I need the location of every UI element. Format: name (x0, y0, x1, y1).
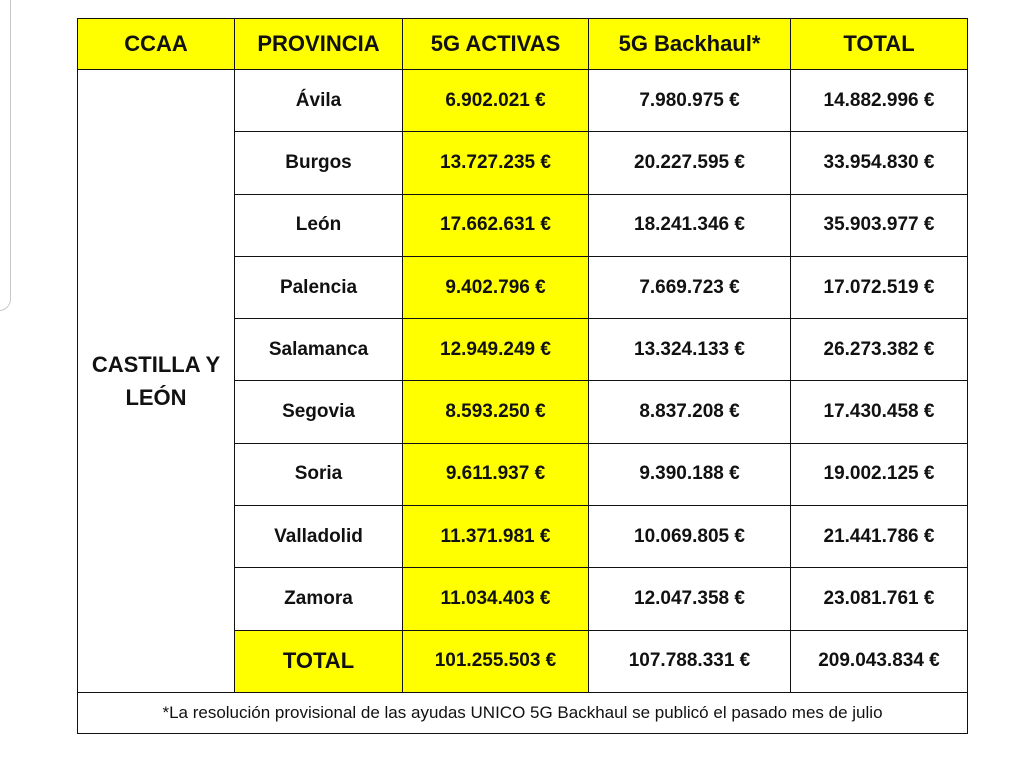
total-cell: 19.002.125 € (791, 443, 968, 505)
provincia-cell: Valladolid (235, 506, 403, 568)
activas-cell: 9.402.796 € (403, 256, 589, 318)
activas-cell: 13.727.235 € (403, 132, 589, 194)
total-cell: 26.273.382 € (791, 319, 968, 381)
provincia-cell: Salamanca (235, 319, 403, 381)
backhaul-cell: 20.227.595 € (589, 132, 791, 194)
total-cell: 35.903.977 € (791, 194, 968, 256)
provincia-cell: Zamora (235, 568, 403, 630)
header-provincia: PROVINCIA (235, 19, 403, 70)
activas-cell: 17.662.631 € (403, 194, 589, 256)
backhaul-cell: 18.241.346 € (589, 194, 791, 256)
table-row (78, 70, 968, 132)
provincia-cell: León (235, 194, 403, 256)
page-edge-decoration (0, 0, 11, 311)
total-cell: 23.081.761 € (791, 568, 968, 630)
total-cell: 33.954.830 € (791, 132, 968, 194)
total-cell: 14.882.996 € (791, 70, 968, 132)
header-row (78, 19, 968, 70)
activas-cell: 9.611.937 € (403, 443, 589, 505)
ccaa-cell: CASTILLA Y LEÓN (78, 70, 235, 693)
provincia-cell: Burgos (235, 132, 403, 194)
backhaul-cell: 7.669.723 € (589, 256, 791, 318)
backhaul-cell: 10.069.805 € (589, 506, 791, 568)
activas-cell: 11.371.981 € (403, 506, 589, 568)
provincia-cell: Palencia (235, 256, 403, 318)
total-cell: 17.430.458 € (791, 381, 968, 443)
backhaul-cell: 12.047.358 € (589, 568, 791, 630)
funding-table (77, 18, 968, 734)
total-activas: 101.255.503 € (403, 630, 589, 692)
footnote: *La resolución provisional de las ayudas UNICO 5G Backhaul se publicó el pasado mes de julio (78, 692, 968, 733)
total-grand: 209.043.834 € (791, 630, 968, 692)
backhaul-cell: 9.390.188 € (589, 443, 791, 505)
provincia-cell: Ávila (235, 70, 403, 132)
total-backhaul: 107.788.331 € (589, 630, 791, 692)
total-cell: 17.072.519 € (791, 256, 968, 318)
backhaul-cell: 8.837.208 € (589, 381, 791, 443)
provincia-cell: Soria (235, 443, 403, 505)
activas-cell: 12.949.249 € (403, 319, 589, 381)
total-label: TOTAL (235, 630, 403, 692)
total-cell: 21.441.786 € (791, 506, 968, 568)
backhaul-cell: 13.324.133 € (589, 319, 791, 381)
backhaul-cell: 7.980.975 € (589, 70, 791, 132)
header-5g-backhaul: 5G Backhaul* (589, 19, 791, 70)
provincia-cell: Segovia (235, 381, 403, 443)
activas-cell: 6.902.021 € (403, 70, 589, 132)
header-5g-activas: 5G ACTIVAS (403, 19, 589, 70)
activas-cell: 8.593.250 € (403, 381, 589, 443)
header-ccaa: CCAA (78, 19, 235, 70)
footnote-row (78, 692, 968, 733)
header-total: TOTAL (791, 19, 968, 70)
activas-cell: 11.034.403 € (403, 568, 589, 630)
